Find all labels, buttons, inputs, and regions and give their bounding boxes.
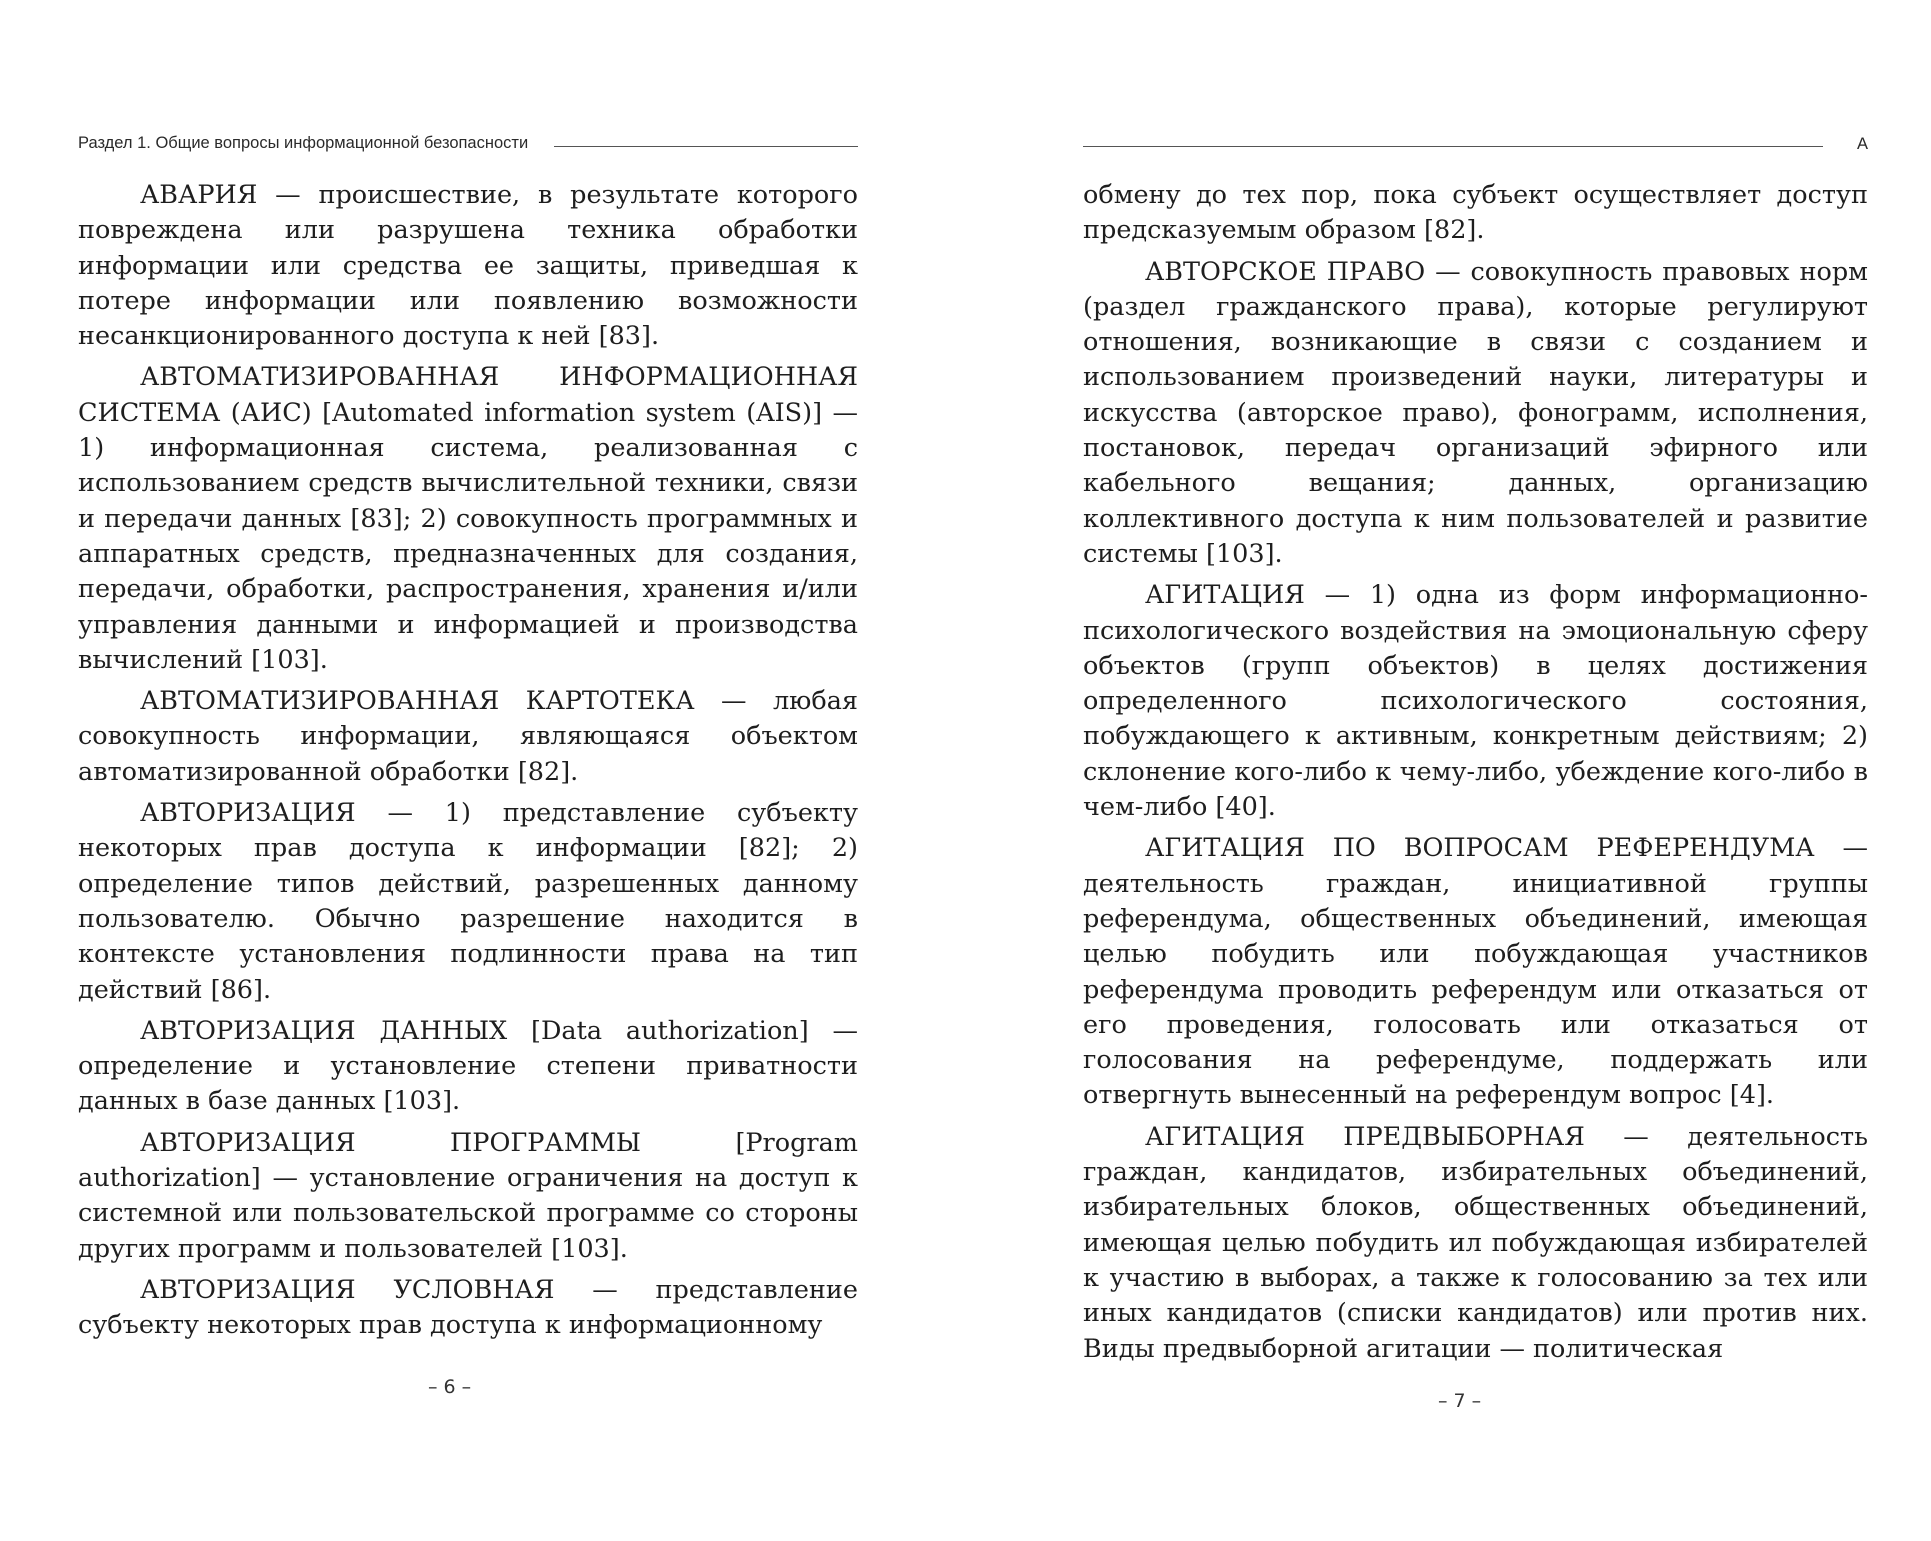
page-number: – 7 – (1438, 1390, 1482, 1412)
left-page (78, 0, 858, 1541)
page-number: – 6 – (428, 1376, 472, 1398)
running-head-title: Раздел 1. Общие вопросы информационной безопасности (78, 134, 529, 152)
entry-paragraph: АВАРИЯ — происшествие, в результате которого повреждена или разрушена техника обработки информации или средства ее защиты, приведшая к потере информации или появлению возможности несанкционированного доступа к ней [83]. (78, 180, 858, 352)
running-head-rule (554, 146, 858, 147)
entry-paragraph: АВТОРИЗАЦИЯ ПРОГРАММЫ [Program authorization] — установление ограничения на доступ к системной или пользовательской программе со стороны других программ и пользователей [103]. (78, 1127, 858, 1264)
entry-paragraph: АГИТАЦИЯ ПРЕДВЫБОРНАЯ — деятельность граждан, кандидатов, избирательных объединений, избирательных блоков, общественных объединений, имеющая целью побудить ил побуждающая избирателей к участию в выборах, а также к голосованию за тех или иных кандидатов (списки кандидатов) или против них. Виды предвыборной агитации — политическая (1083, 1121, 1868, 1364)
entry-paragraph: АГИТАЦИЯ ПО ВОПРОСАМ РЕФЕРЕНДУМА — деятельность граждан, инициативной группы референдума, общественных объединений, имеющая целью побудить или побуждающая участников референдума проводить референдум или отказаться от его проведения, голосовать или отказаться от голосования на референдуме, поддержать или отвергнуть вынесенный на референдум вопрос [4]. (1083, 833, 1868, 1111)
right-body-text (1083, 178, 1868, 1373)
continued-paragraph: обмену до тех пор, пока субъект осуществляет доступ предсказуемым образом [82]. (1083, 180, 1868, 246)
entry-paragraph: АВТОМАТИЗИРОВАННАЯ КАРТОТЕКА — любая совокупность информации, являющаяся объектом автоматизированной обработки [82]. (78, 686, 858, 787)
entry-paragraph: АВТОРИЗАЦИЯ ДАННЫХ [Data authorization] — определение и установление степени приватности данных в базе данных [103]. (78, 1015, 858, 1117)
entry-paragraph: АВТОМАТИЗИРОВАННАЯ ИНФОРМАЦИОННАЯ СИСТЕМА (АИС) [Automated information system (AIS)] — 1) информационная система, реализованная с использованием средств вычислительной техники, связи и передачи данных [83]; 2) совокупность программных и аппаратных средств, предназначенных для создания, передачи, обработки, распространения, хранения и/или управления данными и информацией и производства вычислений [103]. (78, 362, 858, 675)
left-body-text (78, 178, 858, 1350)
entry-paragraph: АВТОРИЗАЦИЯ — 1) представление субъекту некоторых прав доступа к информации [82]; 2) определение типов действий, разрешенных данному пользователю. Обычно разрешение находится в контексте установления подлинности права на тип действий [86]. (78, 798, 858, 1005)
right-page (1083, 0, 1868, 1541)
running-head-letter: А (1856, 135, 1868, 153)
running-head (1083, 130, 1868, 158)
entry-paragraph: АГИТАЦИЯ — 1) одна из форм информационно-психологического воздействия на эмоциональную сферу объектов (групп объектов) в целях достижения определенного психологического состояния, побуждающего к активным, конкретным действиям; 2) склонение кого-либо к чему-либо, убеждение кого-либо в чем-либо [40]. (1083, 580, 1868, 823)
entry-paragraph: АВТОРИЗАЦИЯ УСЛОВНАЯ — представление субъекту некоторых прав доступа к информационному (78, 1274, 858, 1341)
running-head-rule (1083, 146, 1823, 147)
running-head (78, 130, 858, 158)
entry-paragraph: АВТОРСКОЕ ПРАВО — совокупность правовых норм (раздел гражданского права), которые регулируют отношения, возникающие в связи с созданием и использованием произведений науки, литературы и искусства (авторское право), фонограмм, исполнения, постановок, передач организаций эфирного или кабельного вещания; данных, организацию коллективного доступа к ним пользователей и развитие системы [103]. (1083, 256, 1868, 569)
